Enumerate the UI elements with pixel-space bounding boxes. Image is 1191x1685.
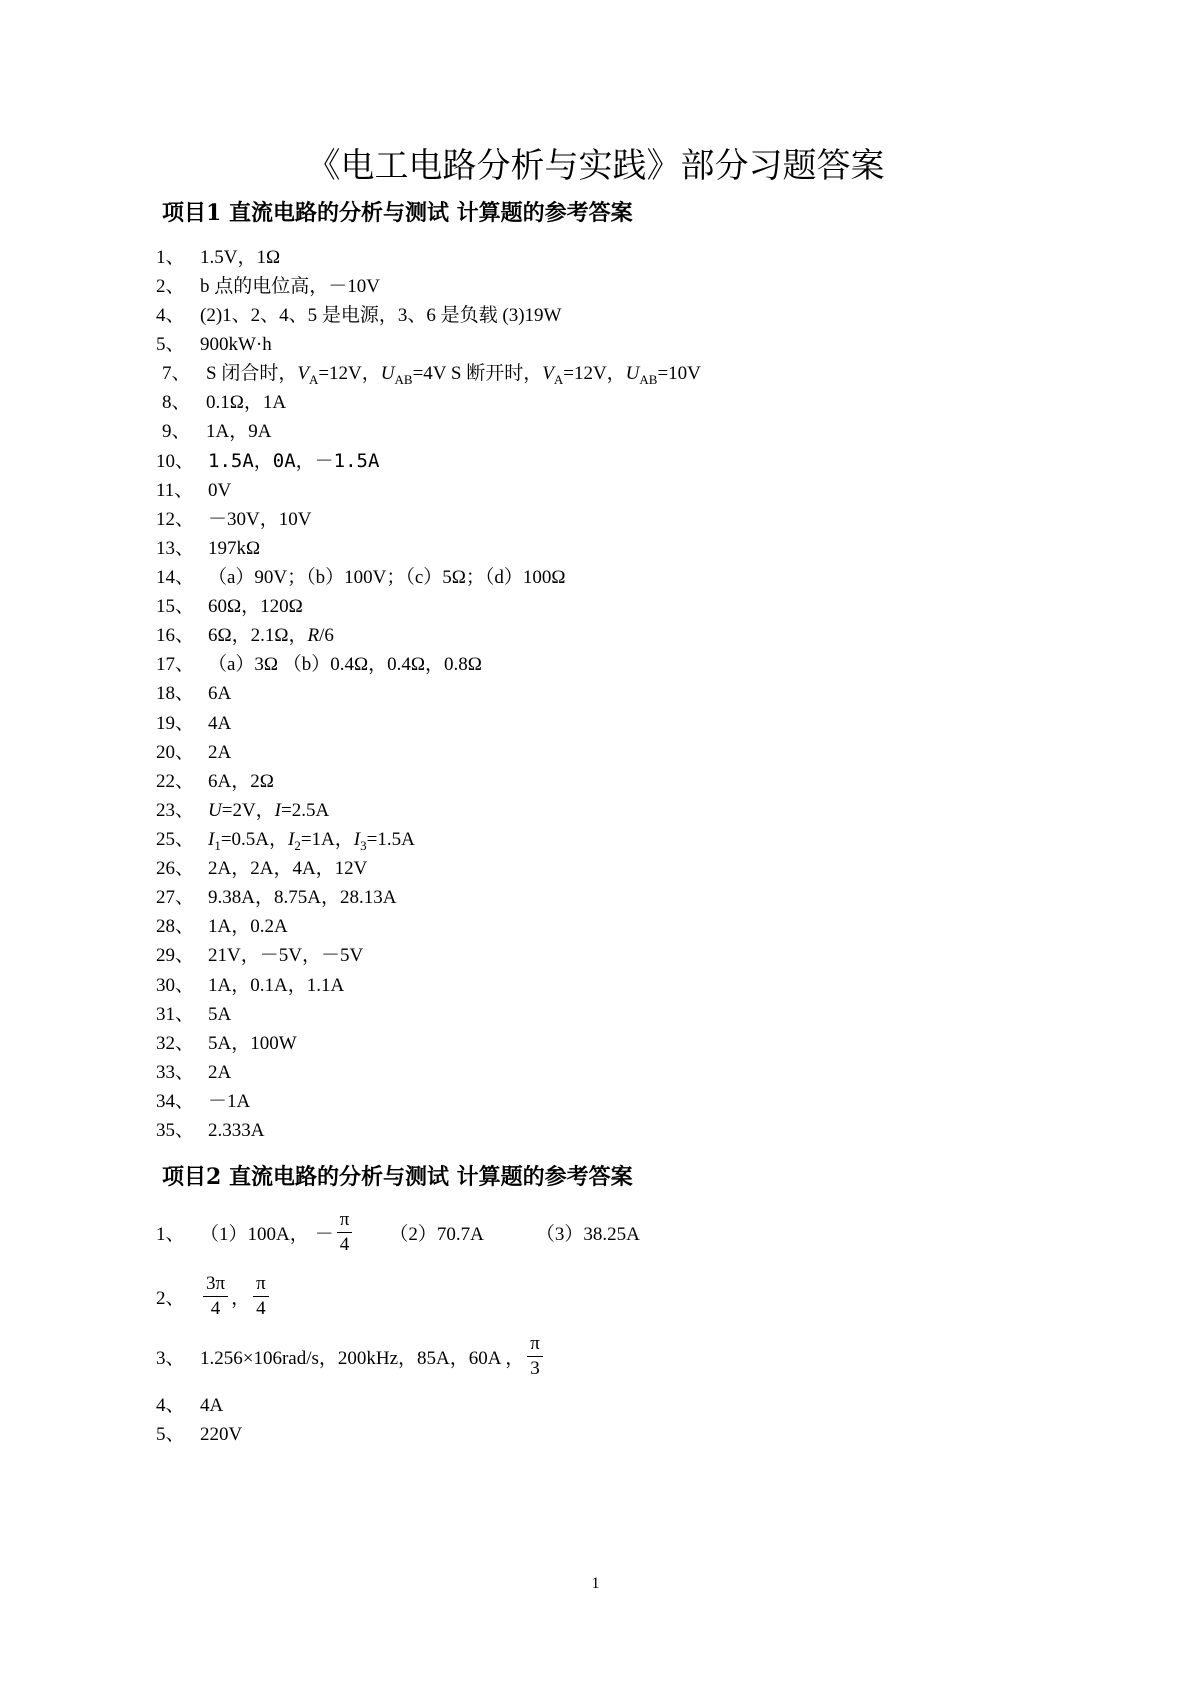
answer-line: 31、 5A bbox=[156, 1004, 232, 1025]
answer-line: 25、 $I_1=0.5A$，$I_2=1A$，$I_3=1.5A$ bbox=[156, 829, 415, 853]
answer-line: 14、 （a）90V；（b）100V；（c）5Ω；（d）100Ω bbox=[156, 567, 566, 588]
answer-line: 20、 2A bbox=[156, 742, 232, 763]
fraction: $\frac{\pi}{4}$ bbox=[337, 1210, 353, 1255]
answer-line: 2、 b 点的电位高，－10V bbox=[156, 276, 380, 297]
page-number: 1 bbox=[591, 1575, 600, 1592]
fraction: $\frac{3\pi}{4}$ bbox=[203, 1274, 228, 1319]
document-title: 《电工电路分析与实践》部分习题答案 bbox=[306, 146, 885, 186]
answer-line: 7、 S 闭合时，$V_A=12V$，$U_{AB}=4V$ S 断开时，$V_A=12V$，$U_{AB}=10V$ bbox=[162, 363, 701, 387]
answer-line: 23、 U=2V，I=2.5A bbox=[156, 800, 330, 821]
answer-line: 4、 4A bbox=[156, 1395, 224, 1416]
answer-line: 12、 －30V，10V bbox=[156, 509, 312, 530]
answer-line: 22、 6A，2Ω bbox=[156, 771, 274, 792]
answer-line: 2、 $\frac{3\pi}{4}$ ， $\frac{\pi}{4}$ bbox=[156, 1270, 272, 1322]
answer-line: 34、 －1A bbox=[156, 1091, 251, 1112]
answer-line: 11、 0V bbox=[156, 480, 232, 501]
answer-line: 26、 2A，2A，4A，12V bbox=[156, 858, 368, 879]
answer-line: 4、 (2)1、2、4、5 是电源，3、6 是负载 (3)19W bbox=[156, 305, 562, 326]
section-2-heading: 项目2 直流电路的分析与测试 计算题的参考答案 bbox=[162, 1164, 633, 1190]
answer-line: 18、 6A bbox=[156, 683, 232, 704]
answer-line: 1、 （1）100A， － $\frac{\pi}{4}$ （2）70.7A （3）38.25A bbox=[156, 1208, 640, 1255]
answer-line: 29、 21V，－5V，－5V bbox=[156, 945, 364, 966]
answer-line: 35、 2.333A bbox=[156, 1120, 265, 1141]
answer-line: 1、 1.5V，1Ω bbox=[156, 247, 281, 268]
answer-line: 15、 60Ω，120Ω bbox=[156, 596, 303, 617]
answer-line: 10、 1.5A，0A，－1.5A bbox=[156, 450, 380, 472]
fraction: $\frac{\pi}{4}$ bbox=[253, 1274, 269, 1319]
answer-line: 17、 （a）3Ω （b）0.4Ω，0.4Ω，0.8Ω bbox=[156, 654, 482, 675]
answer-line: 8、 0.1Ω，1A bbox=[162, 392, 287, 413]
answer-line: 5、 900kW·h bbox=[156, 334, 272, 355]
answer-line: 30、 1A，0.1A，1.1A bbox=[156, 975, 345, 996]
answer-line: 9、 1A，9A bbox=[162, 421, 272, 442]
answer-line: 32、 5A，100W bbox=[156, 1033, 297, 1054]
fraction: $\frac{\pi}{3}$ bbox=[527, 1334, 543, 1379]
answer-line: 33、 2A bbox=[156, 1062, 232, 1083]
answer-line: 3、 1.256×106rad/s，200kHz，85A，60A ， $\frac{\pi}{3}$ bbox=[156, 1330, 546, 1382]
answer-line: 13、 197kΩ bbox=[156, 538, 261, 559]
answer-line: 27、 9.38A，8.75A，28.13A bbox=[156, 887, 397, 908]
answer-line: 16、 6Ω，2.1Ω，R/6 bbox=[156, 625, 334, 646]
answer-line: 19、 4A bbox=[156, 713, 232, 734]
section-1-heading: 项目1 直流电路的分析与测试 计算题的参考答案 bbox=[162, 200, 633, 226]
answer-line: 5、 220V bbox=[156, 1424, 243, 1445]
answer-line: 28、 1A，0.2A bbox=[156, 916, 288, 937]
